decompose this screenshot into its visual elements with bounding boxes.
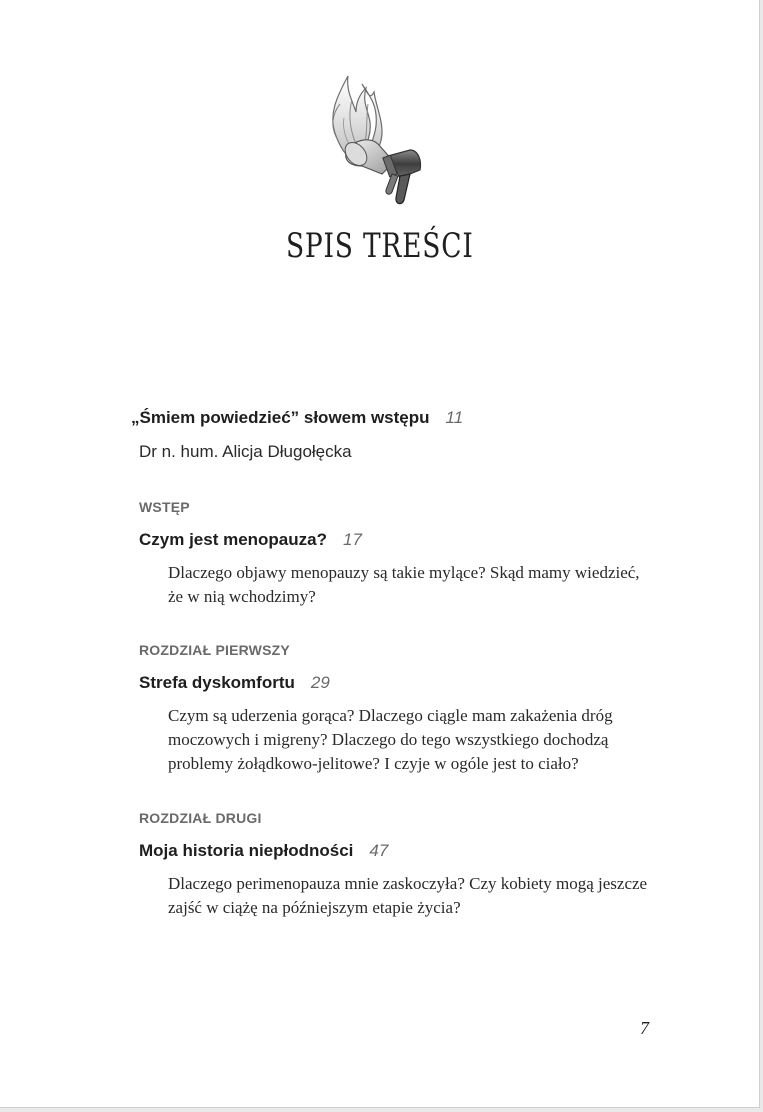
- description-line: Dlaczego objawy menopauzy są takie mylące? Skąd mamy wiedzieć,: [168, 563, 640, 582]
- toc-entry-chapter[interactable]: [139, 530, 362, 550]
- toc-entry-title: „Śmiem powiedzieć” słowem wstępu: [131, 408, 430, 427]
- description-line: Czym są uderzenia gorąca? Dlaczego ciągle mam zakażenia dróg: [168, 706, 613, 725]
- description-line: Dlaczego perimenopauza mnie zaskoczyła? Czy kobiety mogą jeszcze: [168, 874, 648, 893]
- section-label: WSTĘP: [139, 499, 190, 515]
- page-number: 7: [640, 1018, 649, 1038]
- chapter-description: [168, 872, 647, 920]
- section-label: ROZDZIAŁ PIERWSZY: [139, 642, 290, 658]
- toc-entry-title: Strefa dyskomfortu: [139, 673, 295, 692]
- toc-page-number: 11: [445, 408, 464, 427]
- foreword-author: Dr n. hum. Alicja Długołęcka: [139, 442, 352, 461]
- description-line: zajść w ciążę na późniejszym etapie życia?: [168, 898, 461, 917]
- description-line: moczowych i migreny? Dlaczego do tego wszystkiego dochodzą: [168, 730, 609, 749]
- toc-entry-title: Moja historia niepłodności: [139, 841, 354, 860]
- flaming-megaphone-icon: [322, 70, 432, 215]
- toc-page-number: 17: [343, 530, 362, 549]
- toc-entry-chapter[interactable]: [139, 841, 388, 861]
- chapter-description: [168, 561, 640, 609]
- chapter-description: [168, 704, 613, 776]
- toc-entry-title: Czym jest menopauza?: [139, 530, 327, 549]
- toc-page-number: 47: [369, 841, 389, 860]
- page-title: SPIS TREŚCI: [285, 226, 474, 266]
- description-line: że w nią wchodzimy?: [168, 587, 316, 606]
- description-line: problemy żołądkowo-jelitowe? I czyje w ogóle jest to ciało?: [168, 754, 579, 773]
- toc-entry-chapter[interactable]: [139, 673, 330, 693]
- toc-entry-foreword[interactable]: [131, 408, 463, 428]
- toc-page-number: 29: [310, 673, 330, 692]
- section-label: ROZDZIAŁ DRUGI: [139, 810, 262, 826]
